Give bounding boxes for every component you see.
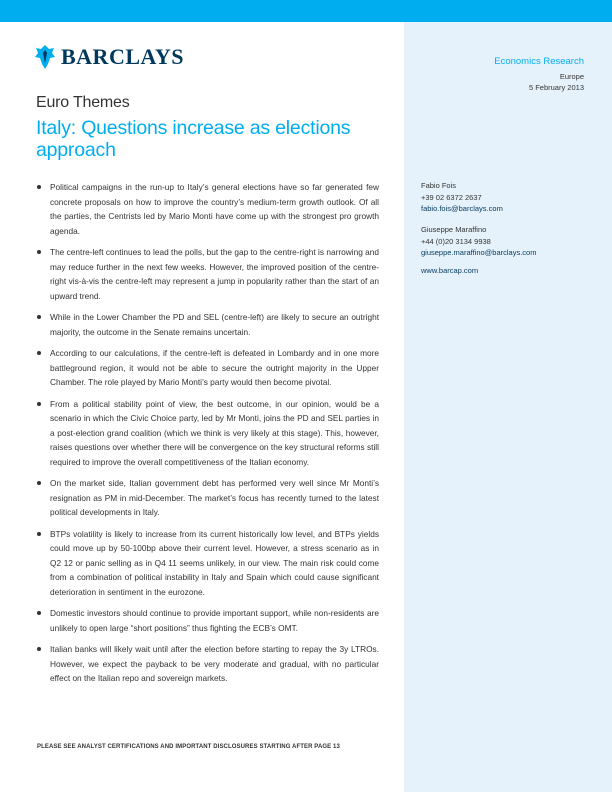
analyst-phone: +44 (0)20 3134 9938 [421,236,491,246]
bullet-item [37,527,379,600]
bullet-item [37,606,379,635]
series-name: Euro Themes [36,94,130,111]
eagle-icon [34,44,56,70]
bullet-icon [37,647,41,651]
bullet-text: Political campaigns in the run-up to Italy’s general elections have so far generated few concrete proposals on how to improve the country’s medium-term growth outlook. Of all the parties, the Centrists led by Mario Monti have come up with the strongest pro growth agenda. [50,182,379,236]
bullet-icon [37,351,41,355]
bullet-item [37,397,379,470]
top-accent-bar [0,0,612,22]
analyst-email-link[interactable]: fabio.fois@barclays.com [421,204,503,213]
region-label: Europe [559,72,584,81]
analyst-contact [421,180,503,215]
bullet-icon [37,532,41,536]
bullet-icon [37,315,41,319]
analyst-name: Giuseppe Maraffino [421,225,487,234]
analyst-contact [421,224,536,259]
disclosure-footer: PLEASE SEE ANALYST CERTIFICATIONS AND IMPORTANT DISCLOSURES STARTING AFTER PAGE 13 [37,744,340,750]
bullet-item [37,310,379,339]
bullet-text: Domestic investors should continue to provide important support, while non-residents are unlikely to open large “short positions” thus fighting the ECB’s OMT. [50,608,379,633]
sidebar-panel [404,22,612,792]
bullet-icon [37,481,41,485]
bullet-icon [37,402,41,406]
brand-wordmark: BARCLAYS [61,44,185,69]
analyst-email-link[interactable]: giuseppe.maraffino@barclays.com [421,248,537,257]
bullet-icon [37,250,41,254]
analyst-phone: +39 02 6372 2637 [421,192,482,202]
bullet-item [37,642,379,686]
summary-bullet-list [37,180,379,693]
website-link[interactable]: www.barcap.com [421,266,479,275]
bullet-icon [37,611,41,615]
bullet-text: On the market side, Italian government debt has performed very well since Mr Monti’s resignation as PM in mid-December. The market’s focus has recently turned to the latest political developments in Italy. [50,478,379,517]
page-title: Italy: Questions increase as elections approach [36,117,351,161]
bullet-text: From a political stability point of view, the best outcome, in our opinion, would be a scenario in which the Civic Choice party, led by Mr Monti, joins the PD and SEL parties in a post-election grand coalition (which we think is very likely at this stage). This, however, raises questions over whether there will be convergence on the key structural reforms still required to improve the overall competitiveness of the Italian economy. [50,398,379,467]
publication-date: 5 February 2013 [528,83,584,92]
bullet-text: Italian banks will likely wait until after the election before starting to repay the 3y LTROs. However, we expect the payback to be very moderate and gradual, with no particular effect on the Italian repo and sovereign markets. [50,644,379,683]
bullet-text: BTPs volatility is likely to increase from its current historically low level, and BTPs yields could move up by 50-100bp above their current level. However, a stress scenario as in Q2 12 or panic selling as in Q4 11 seems unlikely, in our view. The main risk could come from a combination of political instability in Italy and Spain which could cause significant deterioration in sentiment in the eurozone. [50,528,379,597]
bullet-item [37,245,379,303]
bullet-item [37,476,379,520]
bullet-icon [37,185,41,189]
analyst-name: Fabio Fois [421,181,457,190]
bullet-item [37,180,379,238]
bullet-item [37,346,379,390]
bullet-text: According to our calculations, if the centre-left is defeated in Lombardy and in one more battleground region, it would not be able to secure the outright majority in the Upper Chamber. The role played by Mario Monti’s party would then become pivotal. [50,348,379,387]
barclays-logo [34,42,184,72]
bullet-text: While in the Lower Chamber the PD and SEL (centre-left) are likely to secure an outright majority, the outcome in the Senate remains uncertain. [50,312,379,337]
bullet-text: The centre-left continues to lead the polls, but the gap to the centre-right is narrowing and may reduce further in the next few weeks. However, the improved position of the centre-right vis-à-vis the centre-left may represent a jump in popularity rather than the start of an upward trend. [50,247,379,301]
department-label: Economics Research [494,56,584,67]
